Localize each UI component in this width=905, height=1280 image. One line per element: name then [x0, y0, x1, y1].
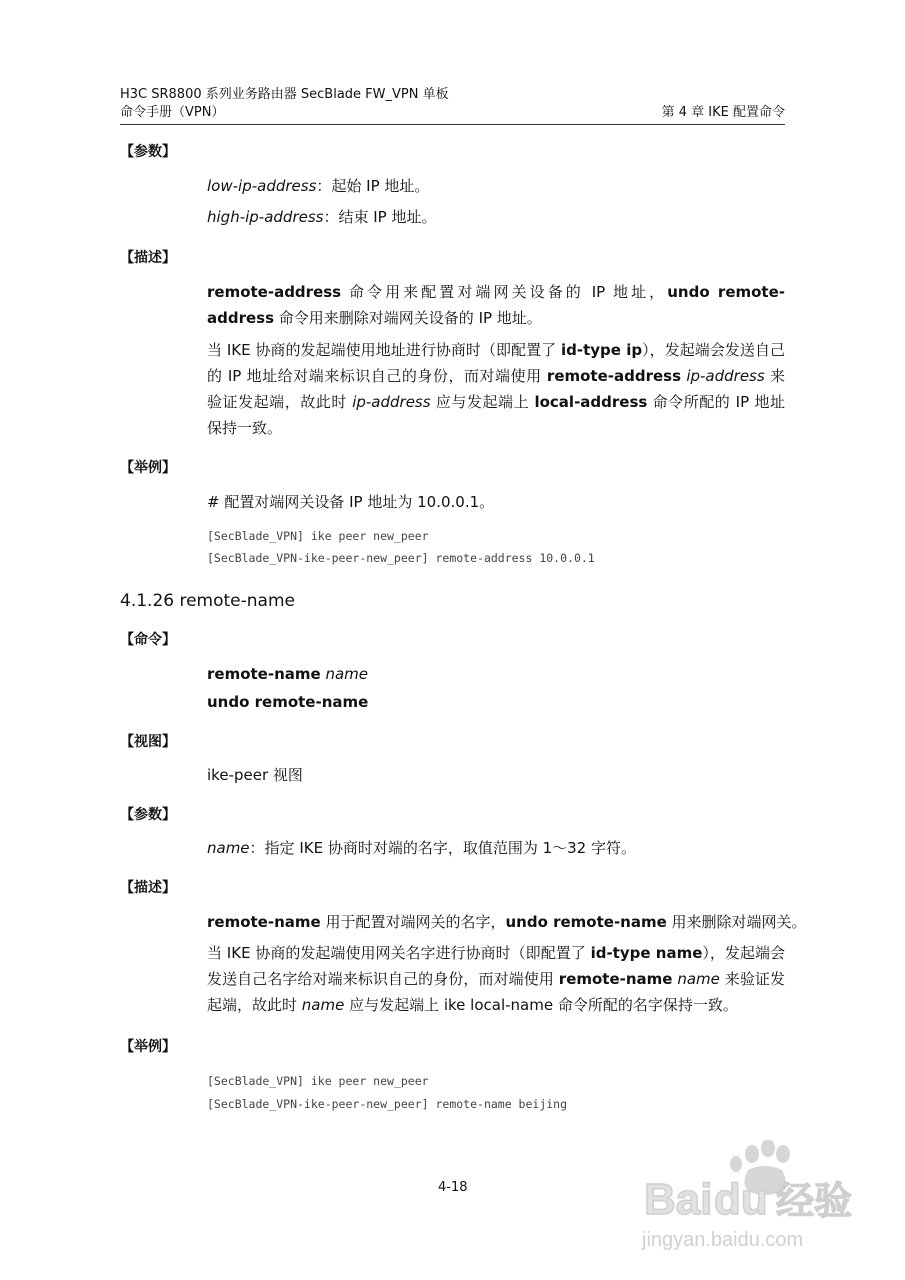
params-heading: 【参数】 [120, 144, 176, 160]
svg-text:Bai: Bai [644, 1175, 713, 1224]
cmd-text: undo remote-name [505, 913, 667, 931]
header-divider [120, 124, 785, 125]
desc-text: 用于配置对端网关的名字， [320, 913, 506, 931]
arg-text: name [301, 996, 345, 1014]
page-number: 4-18 [438, 1180, 468, 1195]
params-heading: 【参数】 [120, 807, 176, 823]
cmd-text: id-type name [590, 944, 703, 962]
example-heading: 【举例】 [120, 460, 176, 476]
svg-text:du: du [714, 1175, 768, 1224]
description-paragraph [207, 940, 785, 1018]
desc-text: ），发起端会发送自己的 IP 地址给对端来标识自己的身份，而对端使用 [207, 341, 785, 385]
view-heading: 【视图】 [120, 734, 176, 750]
param-name: name [207, 839, 250, 857]
param-desc: ：指定 IKE 协商时对端的名字，取值范围为 1～32 字符。 [249, 839, 636, 857]
svg-text:jingyan.baidu.com: jingyan.baidu.com [642, 1229, 804, 1251]
cmd-text: remote-address [546, 367, 682, 385]
desc-heading: 【描述】 [120, 880, 176, 896]
section-title: 4.1.26 remote-name [120, 591, 295, 611]
desc-text: 当 IKE 协商的发起端使用网关名字进行协商时（即配置了 [207, 944, 591, 962]
cmd-text: remote-address [207, 283, 342, 301]
cmd-text: remote-name [558, 970, 673, 988]
cmd-text: undo remote-name [207, 693, 369, 711]
svg-text:经验: 经验 [776, 1179, 853, 1223]
description-paragraph [207, 912, 807, 932]
command-syntax [207, 664, 368, 684]
code-line: [SecBlade_VPN-ike-peer-new_peer] remote-name beijing [207, 1097, 568, 1111]
param-name: high-ip-address [207, 208, 324, 226]
desc-text: 来验证发起端，故此时 [207, 367, 785, 411]
cmd-text: local-address [534, 393, 648, 411]
param-high-ip [207, 207, 437, 227]
example-comment: # 配置对端网关设备 IP 地址为 10.0.0.1。 [207, 493, 495, 511]
desc-heading: 【描述】 [120, 250, 176, 266]
example-heading: 【举例】 [120, 1039, 176, 1055]
arg-text: name [325, 665, 369, 683]
desc-text: 命令所配的 IP 地址保持一致。 [207, 393, 785, 437]
cmd-text: id-type ip [560, 341, 643, 359]
baidu-jingyan-watermark [640, 1140, 890, 1260]
code-line: [SecBlade_VPN] ike peer new_peer [207, 529, 429, 543]
code-line: [SecBlade_VPN] ike peer new_peer [207, 1074, 429, 1088]
desc-text: 来验证发起端，故此时 [207, 970, 785, 1014]
paw-logo-icon [640, 1140, 890, 1260]
desc-text: 应与发起端上 [430, 393, 535, 411]
desc-text: ），发起端会发送自己名字给对端来标识自己的身份，而对端使用 [207, 944, 785, 988]
desc-text: 命令用来删除对端网关设备的 IP 地址。 [274, 309, 542, 327]
cmd-text: remote-name [207, 913, 321, 931]
arg-text: ip-address [352, 393, 431, 411]
cmd-text: remote-name [207, 665, 321, 683]
view-text: ike-peer 视图 [207, 766, 303, 784]
param-low-ip [207, 176, 429, 196]
param-desc: ：结束 IP 地址。 [323, 208, 437, 226]
cmd-text: undo remote-address [207, 283, 786, 327]
cmd-heading: 【命令】 [120, 632, 176, 648]
desc-text: 命令用来配置对端网关设备的 IP 地址， [341, 283, 668, 301]
code-line: [SecBlade_VPN-ike-peer-new_peer] remote-address 10.0.0.1 [207, 551, 595, 565]
param-name-desc [207, 838, 636, 858]
description-paragraph [207, 279, 785, 331]
header-manual-name: 命令手册（VPN） [120, 105, 225, 120]
desc-text: 应与发起端上 ike local-name 命令所配的名字保持一致。 [344, 996, 738, 1014]
param-name: low-ip-address [207, 177, 317, 195]
arg-text: ip-address [681, 367, 765, 385]
arg-text: name [672, 970, 720, 988]
description-paragraph [207, 337, 785, 441]
desc-text: 当 IKE 协商的发起端使用地址进行协商时（即配置了 [207, 341, 561, 359]
header-chapter: 第 4 章 IKE 配置命令 [661, 105, 785, 120]
desc-text: 用来删除对端网关。 [666, 913, 807, 931]
command-syntax [207, 692, 368, 712]
param-desc: ：起始 IP 地址。 [316, 177, 430, 195]
header-title: H3C SR8800 系列业务路由器 SecBlade FW_VPN 单板 [120, 87, 449, 102]
